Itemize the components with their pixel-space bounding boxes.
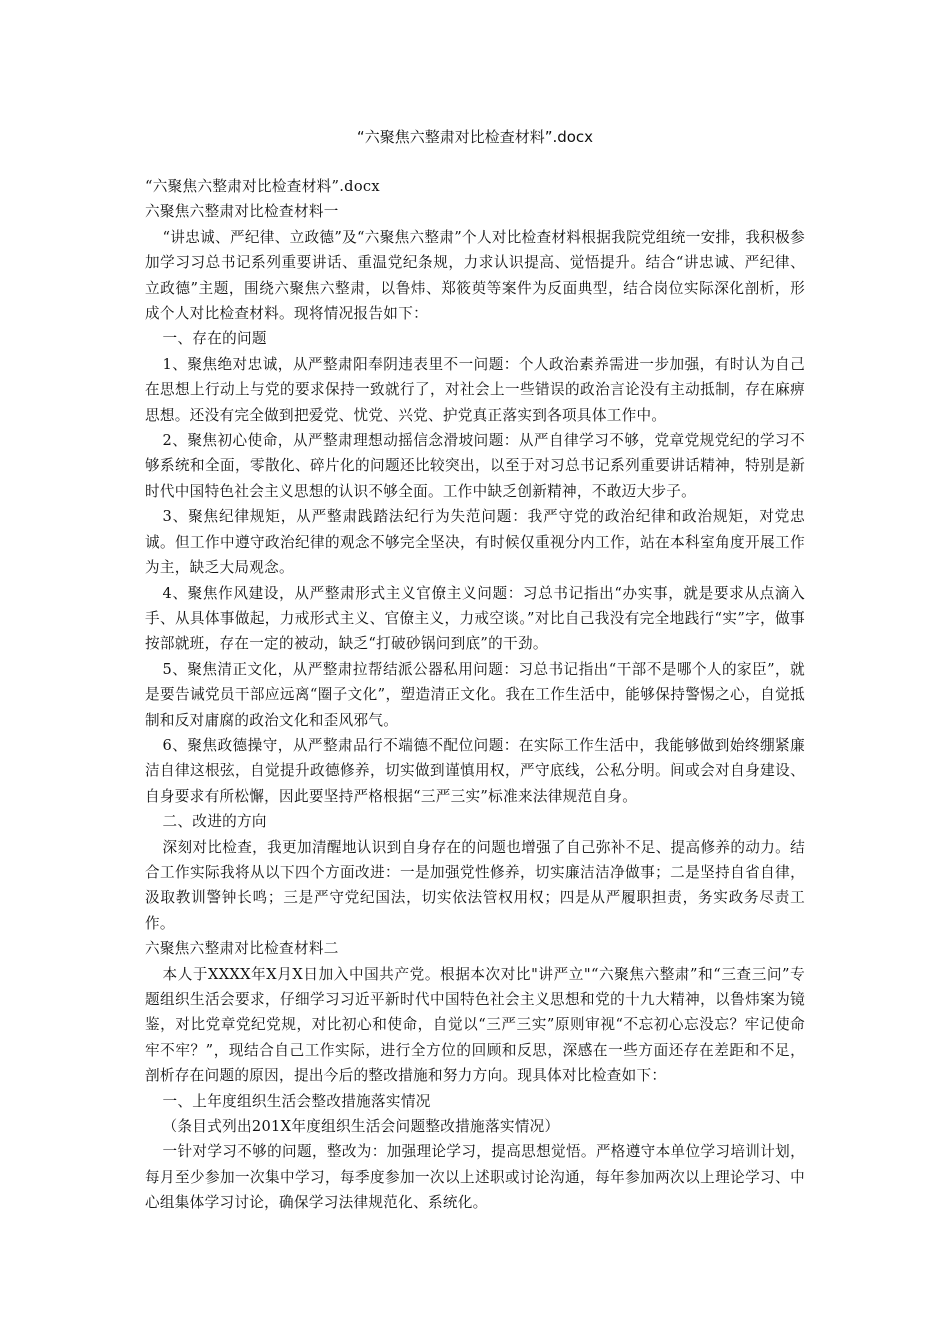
- document-body: [145, 174, 805, 1216]
- paragraph: 6、聚焦政德操守，从严整肃品行不端德不配位问题：在实际工作生活中，我能够做到始终绷紧廉洁自律这根弦，自觉提升政德修养，切实做到谨慎用权，严守底线，公私分明。间或会对自身建设、自身要求有所松懈，因此要坚持严格根据“三严三实”标准来法律规范自身。: [145, 736, 805, 805]
- paragraph: 一针对学习不够的问题，整改为：加强理论学习，提高思想觉悟。严格遵守本单位学习培训计划，每月至少参加一次集中学习，每季度参加一次以上述职或讨论沟通，每年参加两次以上理论学习、中心组集体学习讨论，确保学习法律规范化、系统化。: [145, 1143, 805, 1212]
- paragraph: 六聚焦六整肃对比检查材料二: [145, 940, 339, 958]
- paragraph: 5、聚焦清正文化，从严整肃拉帮结派公器私用问题：习总书记指出“干部不是哪个人的家臣”，就是要告诫党员干部应远离“圈子文化”，塑造清正文化。我在工作生活中，能够保持警惕之心，自觉抵制和反对庸腐的政治文化和歪风邪气。: [145, 660, 805, 729]
- paragraph: 3、聚焦纪律规矩，从严整肃践踏法纪行为失范问题：我严守党的政治纪律和政治规矩，对党忠诚。但工作中遵守政治纪律的观念不够完全坚决，有时候仅重视分内工作，站在本科室角度开展工作为主，缺乏大局观念。: [145, 508, 805, 577]
- paragraph: 本人于XXXX年X月X日加入中国共产党。根据本次对比"讲严立"“六聚焦六整肃”和“三查三问”专题组织生活会要求，仔细学习习近平新时代中国特色社会主义思想和党的十九大精神，以鲁炜案为镜鉴，对比党章党纪党规，对比初心和使命，自觉以“三严三实”原则审视“不忘初心忘没忘？牢记使命牢不牢？”，现结合自己工作实际，进行全方位的回顾和反思，深感在一些方面还存在差距和不足，剖析存在问题的原因，提出今后的整改措施和努力方向。现具体对比检查如下：: [145, 965, 805, 1085]
- paragraph: “六聚焦六整肃对比检查材料”.docx: [145, 178, 380, 195]
- paragraph: 深刻对比检查，我更加清醒地认识到自身存在的问题也增强了自己弥补不足、提高修养的动力。结合工作实际我将从以下四个方面改进：一是加强党性修养，切实廉洁洁净做事；二是坚持自省自律，汲取教训警钟长鸣；三是严守党纪国法，切实依法管权用权；四是从严履职担责，务实政务尽责工作。: [145, 838, 805, 932]
- document-title: “六聚焦六整肃对比检查材料”.docx: [356, 128, 594, 146]
- section-heading: 一、存在的问题: [162, 330, 267, 348]
- paragraph: 六聚焦六整肃对比检查材料一: [145, 203, 339, 221]
- section-heading: 一、上年度组织生活会整改措施落实情况: [162, 1092, 431, 1110]
- paragraph: 2、聚焦初心使命，从严整肃理想动摇信念滑坡问题：从严自律学习不够，党章党规党纪的学习不够系统和全面，零散化、碎片化的问题还比较突出，以至于对习总书记系列重要讲话精神，特别是新时代中国特色社会主义思想的认识不够全面。工作中缺乏创新精神，不敢迈大步子。: [145, 432, 805, 500]
- paragraph: “讲忠诚、严纪律、立政德”及“六聚焦六整肃”个人对比检查材料根据我院党组统一安排，我积极参加学习习总书记系列重要讲话、重温党纪条规，力求认识提高、觉悟提升。结合“讲忠诚、严纪律、立政德”主题，围绕六聚焦六整肃，以鲁炜、郑筱萸等案件为反面典型，结合岗位实际深化剖析，形成个人对比检查材料。现将情况报告如下：: [145, 228, 805, 323]
- paragraph: （条目式列出201X年度组织生活会问题整改措施落实情况）: [162, 1118, 560, 1136]
- paragraph: 4、聚焦作风建设，从严整肃形式主义官僚主义问题：习总书记指出“办实事，就是要求从点滴入手、从具体事做起，力戒形式主义、官僚主义，力戒空谈。”对比自己我没有完全地践行“实”字，做事按部就班，存在一定的被动，缺乏“打破砂锅问到底”的干劲。: [145, 584, 805, 653]
- paragraph: 1、聚焦绝对忠诚，从严整肃阳奉阴违表里不一问题：个人政治素养需进一步加强，有时认为自己在思想上行动上与党的要求保持一致就行了，对社会上一些错误的政治言论没有主动抵制，存在麻痹思想。还没有完全做到把爱党、忧党、兴党、护党真正落实到各项具体工作中。: [145, 355, 805, 424]
- section-heading: 二、改进的方向: [162, 813, 267, 831]
